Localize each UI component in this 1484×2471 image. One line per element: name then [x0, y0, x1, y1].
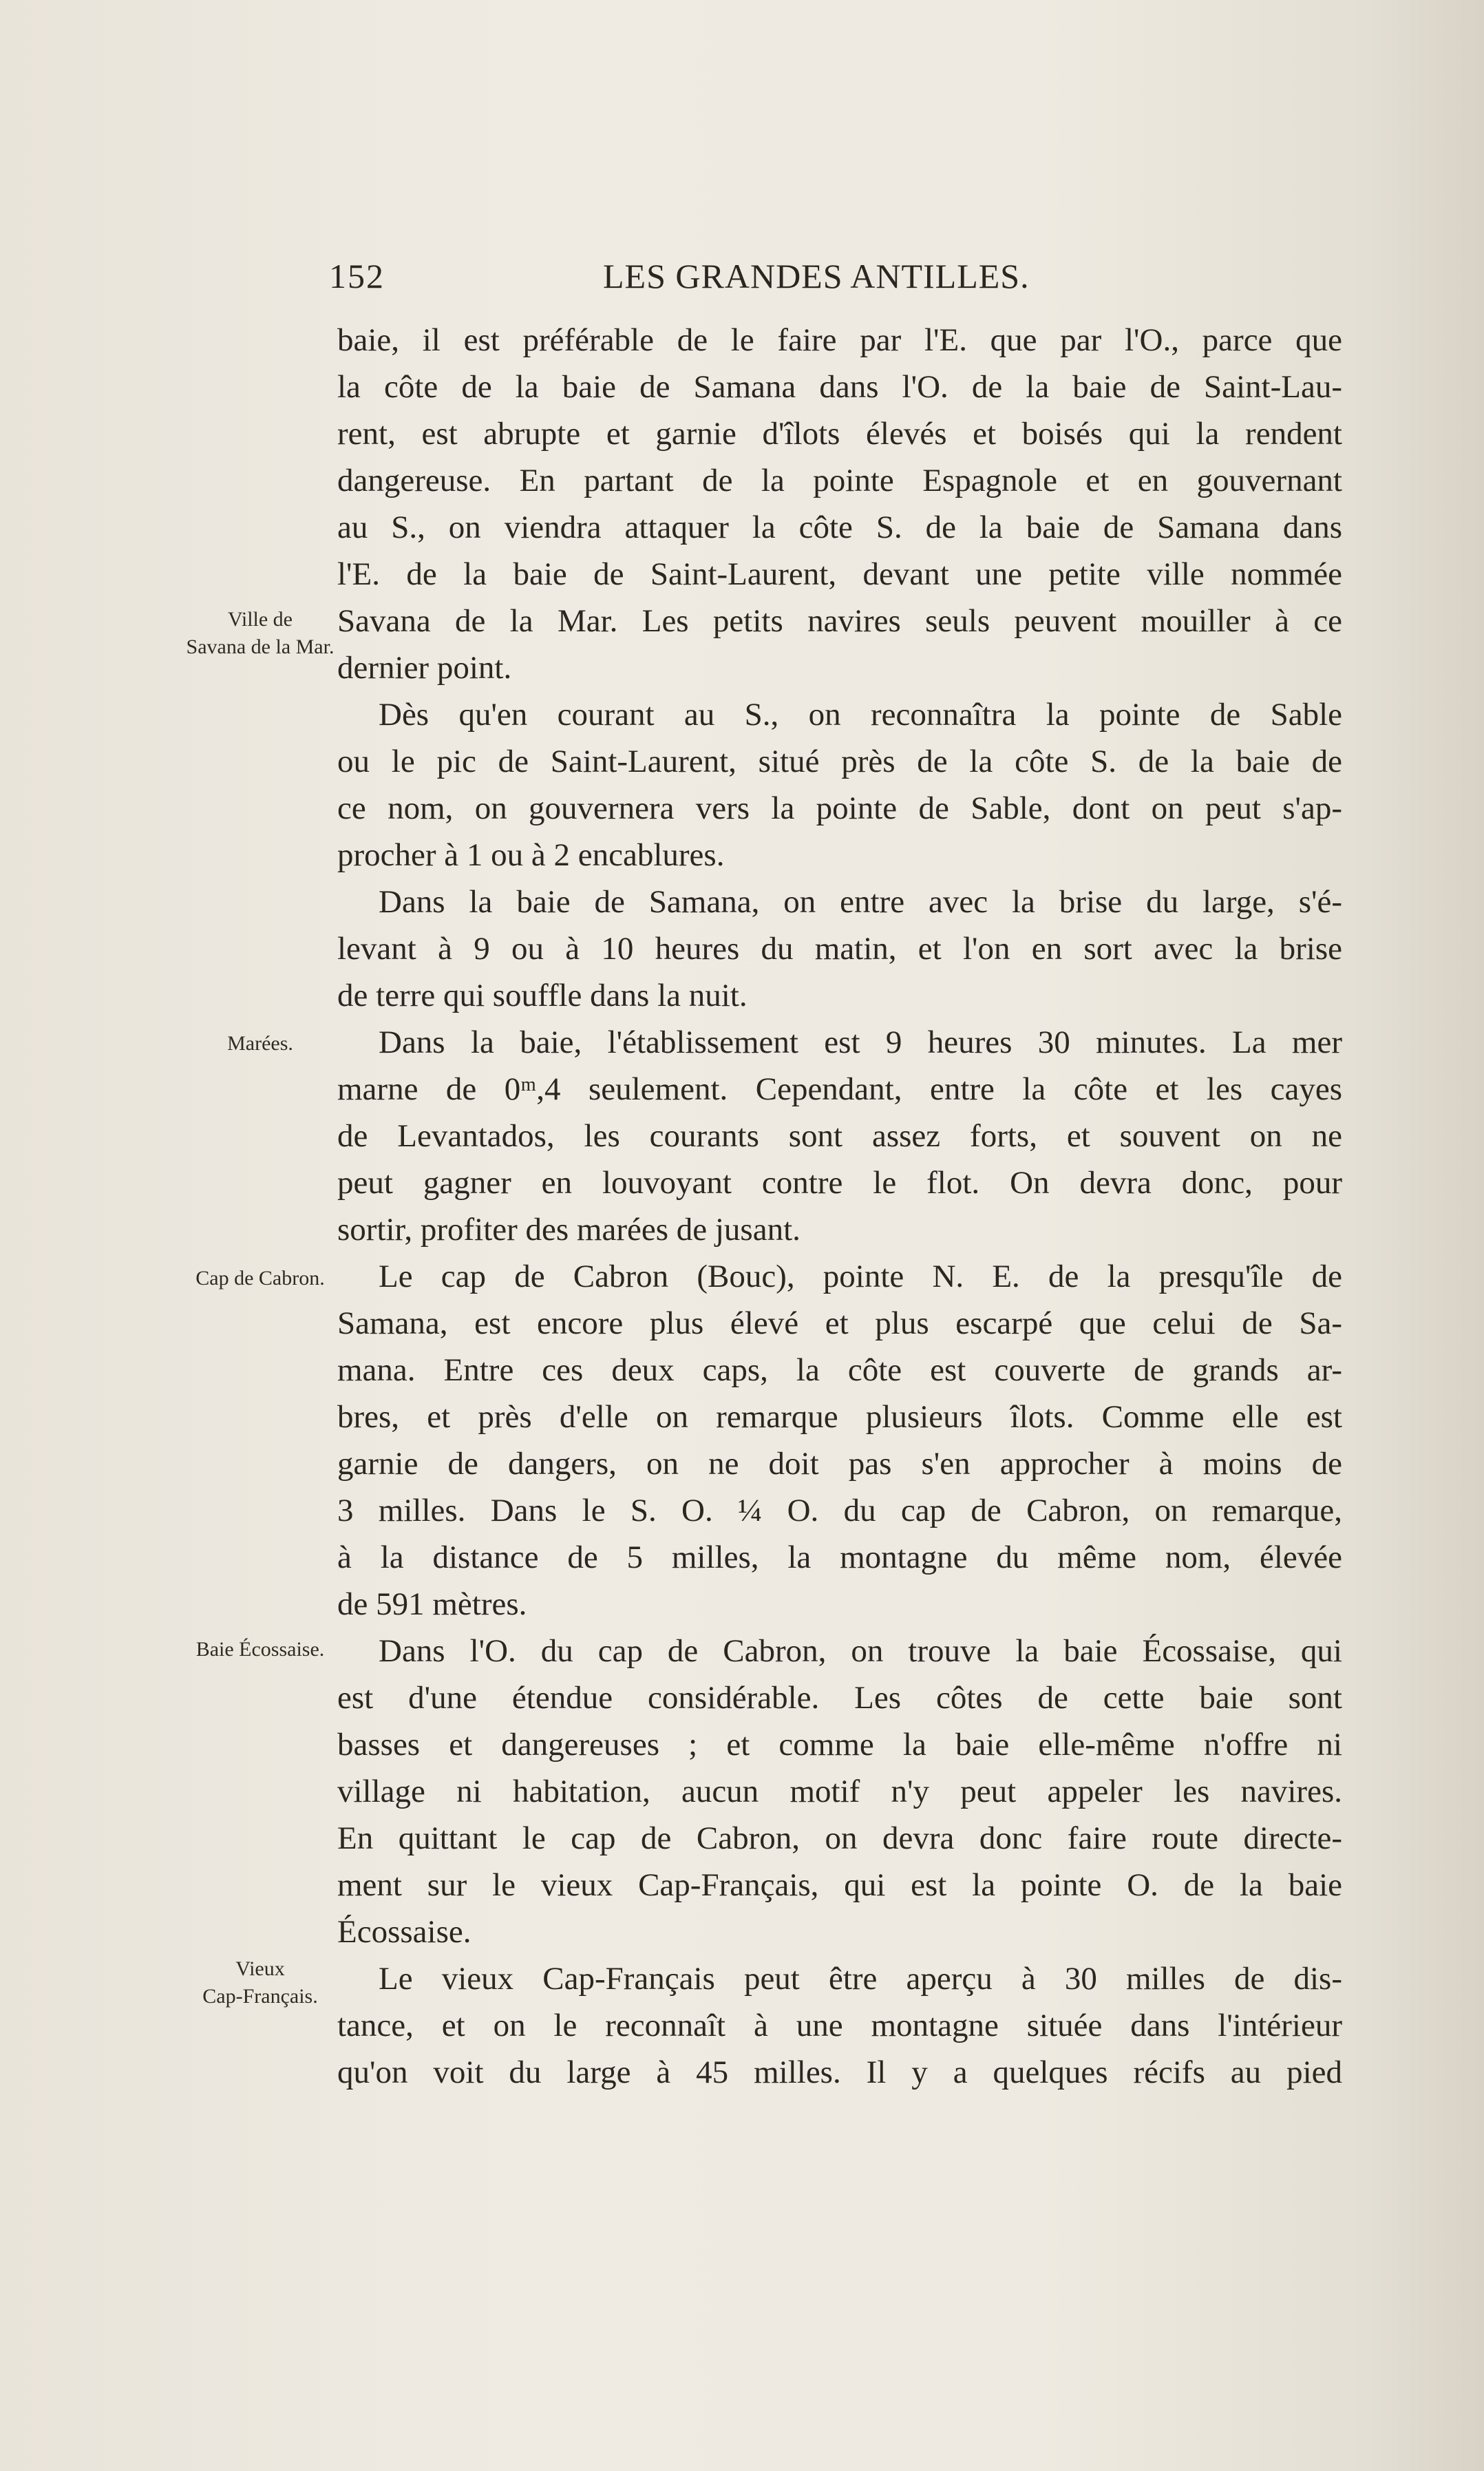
- text-line: 3 milles. Dans le S. O. ¼ O. du cap de Cabron, on remarque,: [337, 1493, 1342, 1528]
- text-line: bres, et près d'elle on remarque plusieurs îlots. Comme elle est: [337, 1399, 1342, 1435]
- text-line: Le cap de Cabron (Bouc), pointe N. E. de la presqu'île de: [379, 1259, 1342, 1294]
- text-line: procher à 1 ou à 2 encablures.: [337, 837, 725, 873]
- text-line: l'E. de la baie de Saint-Laurent, devant une petite ville nommée: [337, 556, 1342, 592]
- text-line: dangereuse. En partant de la pointe Espagnole et en gouvernant: [337, 463, 1342, 498]
- running-title: LES GRANDES ANTILLES.: [603, 257, 1030, 295]
- margin-note-marees: [157, 1030, 363, 1058]
- margin-note-line: Baie Écossaise.: [195, 1638, 325, 1661]
- margin-note-line: Vieux: [235, 1957, 285, 1980]
- text-line: marne de 0ᵐ,4 seulement. Cependant, entre la côte et les cayes: [337, 1071, 1342, 1107]
- text-line: ment sur le vieux Cap-Français, qui est la pointe O. de la baie: [337, 1867, 1342, 1903]
- margin-note-line: Marées.: [227, 1032, 293, 1055]
- text-line: qu'on voit du large à 45 milles. Il y a quelques récifs au pied: [337, 2054, 1342, 2090]
- text-line: Dans la baie, l'établissement est 9 heures 30 minutes. La mer: [379, 1024, 1342, 1060]
- body-text: [337, 317, 1342, 2096]
- text-line: village ni habitation, aucun motif n'y peut appeler les navires.: [337, 1774, 1342, 1809]
- text-line: de terre qui souffle dans la nuit.: [337, 978, 748, 1013]
- text-line: est d'une étendue considérable. Les côtes de cette baie sont: [337, 1680, 1342, 1716]
- text-line: tance, et on le reconnaît à une montagne située dans l'intérieur: [337, 2008, 1342, 2043]
- text-line: rent, est abrupte et garnie d'îlots élevés et boisés qui la rendent: [337, 416, 1342, 452]
- text-line: En quittant le cap de Cabron, on devra donc faire route directe-: [337, 1820, 1342, 1856]
- text-line: garnie de dangers, on ne doit pas s'en approcher à moins de: [337, 1446, 1342, 1482]
- text-line: Dans l'O. du cap de Cabron, on trouve la baie Écossaise, qui: [379, 1633, 1342, 1669]
- text-line: Dès qu'en courant au S., on reconnaîtra la pointe de Sable: [379, 697, 1342, 733]
- text-line: dernier point.: [337, 650, 512, 686]
- text-line: sortir, profiter des marées de jusant.: [337, 1212, 801, 1248]
- text-line: mana. Entre ces deux caps, la côte est couverte de grands ar-: [337, 1352, 1342, 1388]
- page-number: 152: [329, 257, 385, 295]
- margin-note-baie-ecossaise: [157, 1636, 363, 1663]
- margin-note-line: Ville de: [228, 608, 293, 631]
- text-line: de Levantados, les courants sont assez forts, et souvent on ne: [337, 1118, 1342, 1154]
- margin-note-cap-de-cabron: [157, 1265, 363, 1292]
- text-line: ou le pic de Saint-Laurent, situé près de la côte S. de la baie de: [337, 744, 1342, 779]
- text-line: Dans la baie de Samana, on entre avec la brise du large, s'é-: [379, 884, 1342, 920]
- margin-note-vieux-cap-francais: [157, 1955, 363, 2010]
- text-line: au S., on viendra attaquer la côte S. de la baie de Samana dans: [337, 509, 1342, 545]
- text-line: Le vieux Cap-Français peut être aperçu à 30 milles de dis-: [379, 1961, 1342, 1997]
- text-line: Écossaise.: [337, 1914, 471, 1950]
- margin-note-line: Savana de la Mar.: [186, 635, 335, 658]
- text-line: baie, il est préférable de le faire par l'E. que par l'O., parce que: [337, 322, 1342, 358]
- text-line: ce nom, on gouvernera vers la pointe de Sable, dont on peut s'ap-: [337, 790, 1342, 826]
- text-line: peut gagner en louvoyant contre le flot. On devra donc, pour: [337, 1165, 1342, 1201]
- text-line: levant à 9 ou à 10 heures du matin, et l'on en sort avec la brise: [337, 931, 1342, 967]
- margin-note-line: Cap-Français.: [202, 1985, 318, 2008]
- text-line: à la distance de 5 milles, la montagne du même nom, élevée: [337, 1539, 1342, 1575]
- margin-note-line: Cap de Cabron.: [195, 1267, 325, 1290]
- text-line: basses et dangereuses ; et comme la baie elle-même n'offre ni: [337, 1727, 1342, 1763]
- margin-note-savana: [157, 606, 363, 661]
- text-line: la côte de la baie de Samana dans l'O. de la baie de Saint-Lau-: [337, 369, 1342, 405]
- text-line: Samana, est encore plus élevé et plus escarpé que celui de Sa-: [337, 1305, 1342, 1341]
- page-header: [329, 256, 1341, 297]
- text-line: Savana de la Mar. Les petits navires seuls peuvent mouiller à ce: [337, 603, 1342, 639]
- text-line: de 591 mètres.: [337, 1586, 527, 1622]
